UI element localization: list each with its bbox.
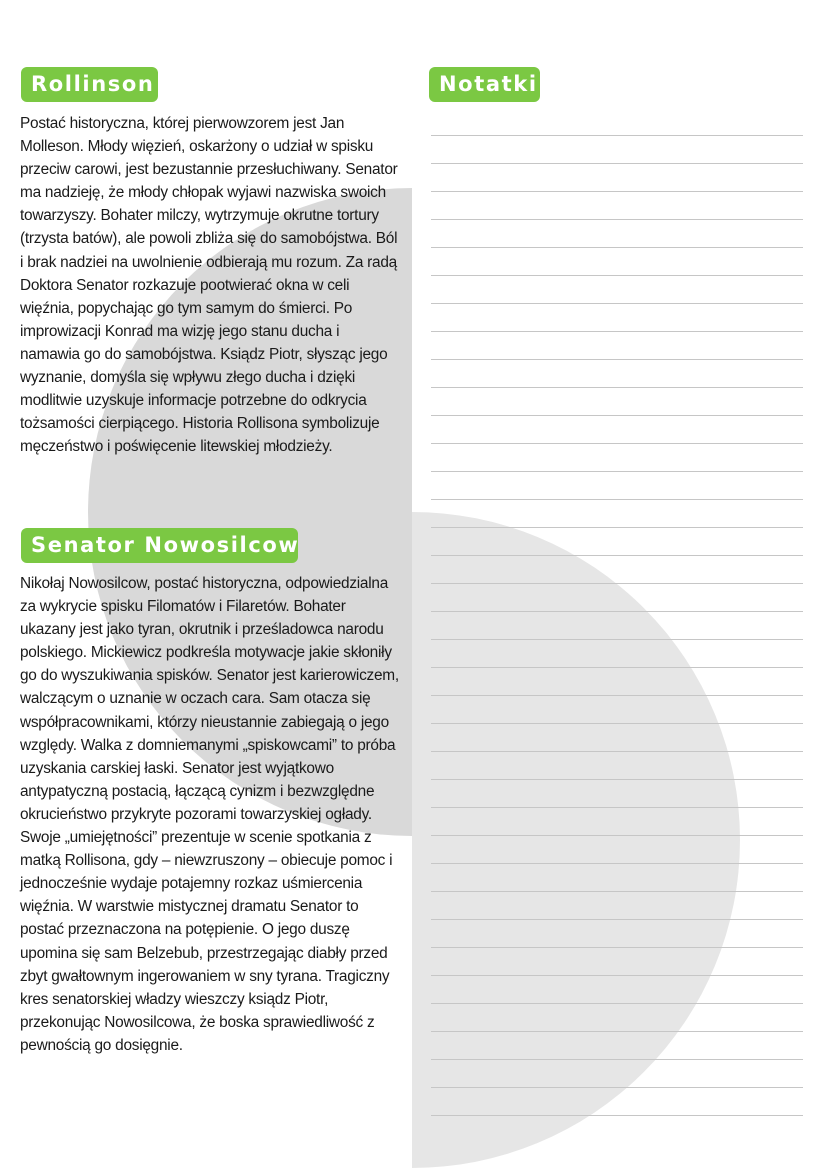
note-line: [431, 220, 803, 248]
note-line: [431, 640, 803, 668]
note-line: [431, 780, 803, 808]
note-line: [431, 668, 803, 696]
note-line: [431, 864, 803, 892]
note-line: [431, 248, 803, 276]
note-line: [431, 836, 803, 864]
section-title-rollinson: Rollinson: [21, 67, 158, 102]
note-line: [431, 808, 803, 836]
note-line: [431, 360, 803, 388]
notes-lines: [431, 135, 803, 1116]
note-line: [431, 584, 803, 612]
note-line: [431, 920, 803, 948]
note-line: [431, 136, 803, 164]
note-line: [431, 388, 803, 416]
note-line: [431, 276, 803, 304]
note-line: [431, 612, 803, 640]
note-line: [431, 528, 803, 556]
note-line: [431, 304, 803, 332]
rollinson-description: Postać historyczna, której pierwowzorem jest Jan Molleson. Młody więzień, oskarżony o udział w spisku przeciw carowi, jest bezustannie przesłuchiwany. Senator ma nadzieję, że młody chłopak wyjawi nazwiska swoich towarzyszy. Bohater milczy, wytrzymuje okrutne tortury (trzysta batów), ale powoli zbliża się do samobójstwa. Ból i brak nadziei na uwolnienie odbierają mu rozum. Za radą Doktora Senator rozkazuje pootwierać okna w celi więźnia, popychając go tym samym do śmierci. Po improwizacji Konrad ma wizję jego stanu ducha i namawia go do samobójstwa. Ksiądz Piotr, słysząc jego wyznanie, domyśla się wpływu złego ducha i dzięki modlitwie uzyskuje informacje potrzebne do odkrycia tożsamości cierpiącego. Historia Rollisona symbolizuje męczeństwo i poświęcenie litewskiej młodzieży.: [20, 115, 398, 456]
note-line: [431, 1032, 803, 1060]
note-line: [431, 556, 803, 584]
note-line: [431, 444, 803, 472]
note-line: [431, 192, 803, 220]
note-line: [431, 332, 803, 360]
note-line: [431, 976, 803, 1004]
note-line: [431, 1004, 803, 1032]
note-line: [431, 724, 803, 752]
section-title-senator: Senator Nowosilcow: [21, 528, 298, 563]
note-line: [431, 948, 803, 976]
note-line: [431, 164, 803, 192]
note-line: [431, 696, 803, 724]
notes-title: Notatki: [429, 67, 540, 102]
note-line: [431, 892, 803, 920]
note-line: [431, 1060, 803, 1088]
note-line: [431, 1088, 803, 1116]
note-line: [431, 472, 803, 500]
note-line: [431, 752, 803, 780]
senator-description: Nikołaj Nowosilcow, postać historyczna, odpowiedzialna za wykrycie spisku Filomatów i Filaretów. Bohater ukazany jest jako tyran, okrutnik i prześladowca narodu polskiego. Mickiewicz podkreśla motywacje jakie skłoniły go do wyszukiwania spisków. Senator jest karierowiczem, walczącym o uznanie w oczach cara. Sam otacza się współpracownikami, którzy nieustannie zabiegają o jego względy. Walka z domniemanymi „spiskowcami” to próba uzyskania carskiej łaski. Senator jest wyjątkowo antypatyczną postacią, łączącą cynizm i bezwzględne okrucieństwo przykryte pozorami towarzyskiej ogłady. Swoje „umiejętności” prezentuje w scenie spotkania z matką Rollisona, gdy – niewzruszony – obiecuje pomoc i jednocześnie wydaje potajemny rozkaz uśmiercenia więźnia. W warstwie mistycznej dramatu Senator to postać przeznaczona na potępienie. O jego duszę upomina się sam Belzebub, przestrzegając diabły przed zbyt gwałtownym ingerowaniem w sny tyrana. Tragiczny kres senatorskiej władzy wieszczy ksiądz Piotr, przekonując Nowosilcowa, że boska sprawiedliwość z pewnością go dosięgnie.: [20, 575, 399, 1054]
note-line: [431, 500, 803, 528]
note-line: [431, 416, 803, 444]
